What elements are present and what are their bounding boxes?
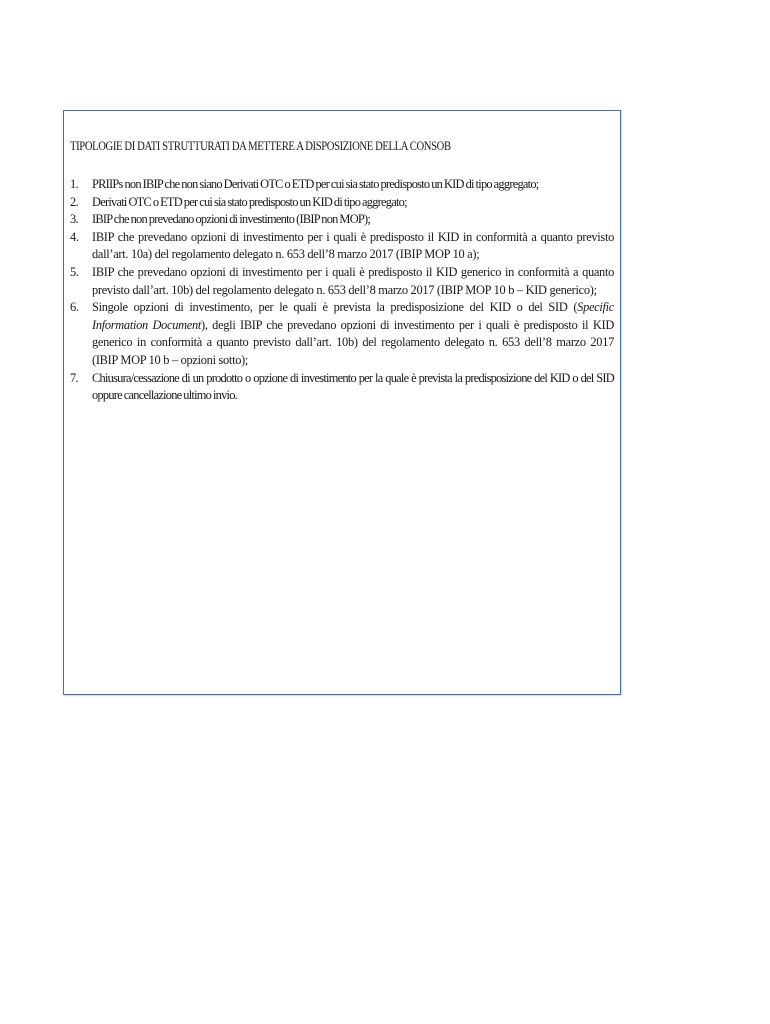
list-item-number: 3.: [70, 212, 78, 227]
document-content: [70, 139, 614, 405]
list-item: [70, 229, 614, 264]
list-item-text: IBIP che prevedano opzioni di investimento per i quali è predisposto il KID in conformità a quanto previsto dall’art. 10a) del regolamento delegato n. 653 dell’8 marzo 2017 (IBIP MOP 10 a);: [92, 229, 614, 262]
list-item-text: IBIP che prevedano opzioni di investimento per i quali è predisposto il KID generico in conformità a quanto previsto dall’art. 10b) del regolamento delegato n. 653 dell’8 marzo 2017 (IBIP MOP 10 b – KID generico);: [92, 264, 614, 297]
list-item: [70, 176, 614, 194]
list-item-number: 6.: [70, 300, 79, 315]
list-item-number: 7.: [70, 370, 78, 385]
list-item-text-part: ), degli IBIP che prevedano opzioni di investimento per i quali è predisposto il KID generico in conformità a quanto previsto dall’art. 10b) del regolamento delegato n. 653 dell’8 marzo 2017 (IBIP MOP 10 b – opzioni sotto);: [92, 317, 614, 367]
list-item-number: 5.: [70, 264, 79, 279]
list-item-text-part: Singole opzioni di investimento, per le quali è prevista la predisposizione del KID o del SID (: [92, 300, 578, 315]
list-item-number: 2.: [70, 194, 78, 209]
list-item: [70, 370, 614, 405]
list-item: [70, 194, 614, 212]
list-item-text: [92, 299, 614, 369]
list-item-text: Chiusura/cessazione di un prodotto o opzione di investimento per la quale è prevista la predisposizione del KID o del SID oppure cancellazione ultimo invio.: [92, 370, 614, 403]
list-item-text-italic: Specific Information Document: [92, 300, 614, 332]
list-item: [70, 211, 614, 229]
document-box: [63, 110, 621, 695]
list-item: [70, 264, 614, 299]
list-item-text: PRIIPs non IBIP che non siano Derivati OTC o ETD per cui sia stato predisposto un KID di tipo aggregato;: [92, 177, 539, 191]
data-types-list: [70, 176, 614, 405]
list-item-text: Derivati OTC o ETD per cui sia stato predisposto un KID di tipo aggregato;: [92, 194, 407, 209]
list-item: [70, 299, 614, 369]
list-item-number: 4.: [70, 229, 79, 244]
document-title: TIPOLOGIE DI DATI STRUTTURATI DA METTERE A DISPOSIZIONE DELLA CONSOB: [70, 139, 451, 153]
list-item-text: IBIP che non prevedano opzioni di investimento (IBIP non MOP);: [92, 212, 371, 227]
list-item-number: 1.: [70, 177, 78, 191]
